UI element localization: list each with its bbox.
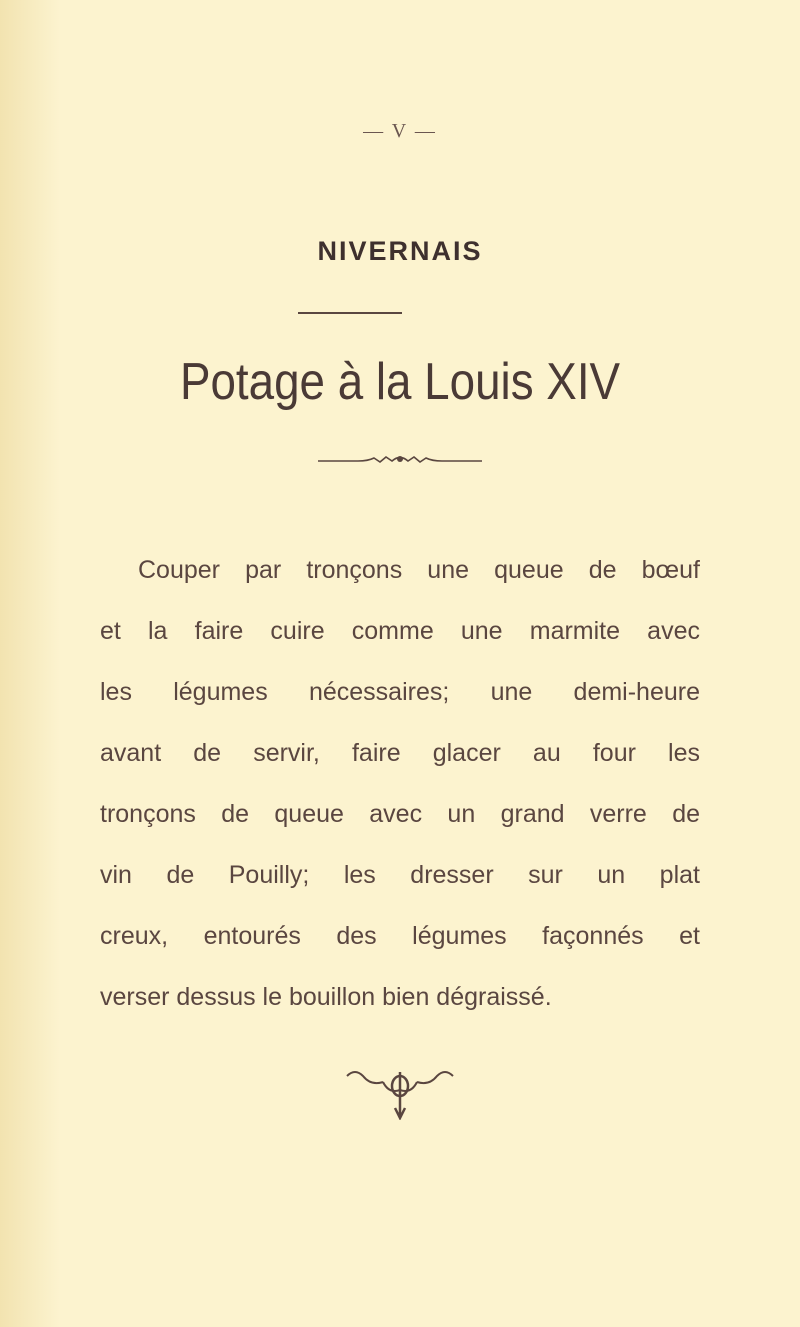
region-heading: NIVERNAIS — [317, 236, 483, 266]
recipe-title: Potage à la Louis XIV — [179, 353, 621, 411]
text-line: avant de servir, faire glacer au four les — [100, 739, 700, 767]
page-number: — V — — [363, 120, 437, 142]
text-line: verser dessus le bouillon bien dégraissé. — [100, 983, 552, 1011]
text-line: et la faire cuire comme une marmite avec — [100, 617, 700, 645]
text-line: vin de Pouilly; les dresser sur un plat — [100, 861, 700, 889]
flourish-ornament-icon — [318, 452, 482, 468]
text-line: les légumes nécessaires; une demi-heure — [100, 678, 700, 706]
text-line: creux, entourés des légumes façonnés et — [100, 922, 700, 950]
text-line: Couper par tronçons une queue de bœuf — [138, 556, 700, 584]
divider-rule — [298, 312, 402, 314]
recipe-text — [100, 545, 700, 1033]
tailpiece-ornament-icon — [343, 1068, 457, 1120]
page-edge-shadow — [0, 0, 60, 1327]
text-line: tronçons de queue avec un grand verre de — [100, 800, 700, 828]
